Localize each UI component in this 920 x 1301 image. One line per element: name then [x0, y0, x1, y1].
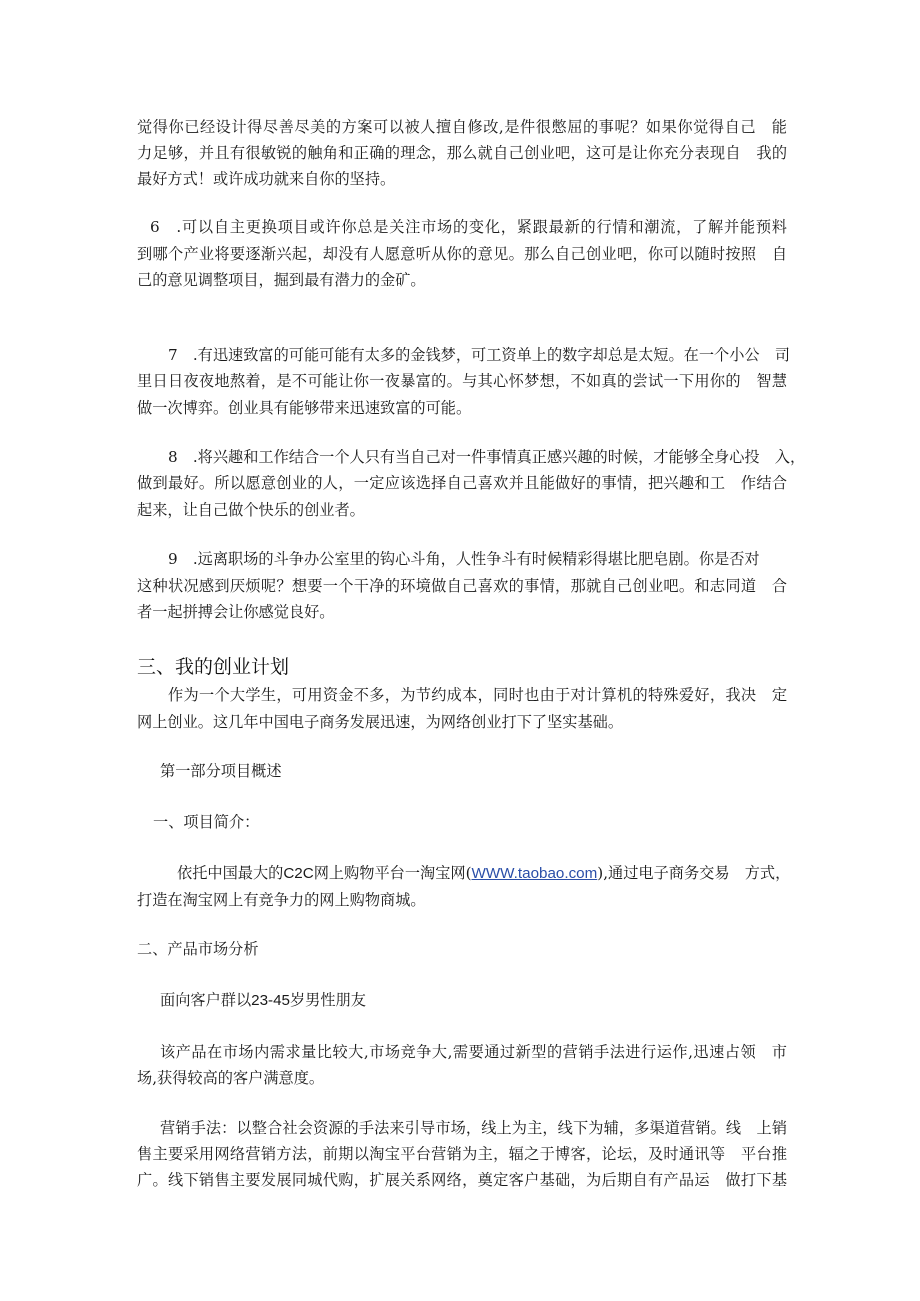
marketing-line-3: 广。线下销售主要发展同城代购，扩展关系网络，奠定客户基础，为后期自有产品运 做打下基	[137, 1171, 787, 1189]
project-intro-line-1	[177, 862, 791, 885]
marketing-line-1: 营销手法：以整合社会资源的手法来引导市场，线上为主，线下为辅，多渠道营销。线 上销	[160, 1119, 787, 1137]
item8-line-3: 起来，让自己做个快乐的创业者。	[137, 501, 365, 519]
item8-line-2: 做到最好。所以愿意创业的人，一定应该选择自己喜欢并且能做好的事情，把兴趣和工 作结合	[137, 474, 787, 492]
market-target	[160, 989, 366, 1012]
item6-line-2: 到哪个产业将要逐渐兴起，却没有人愿意听从你的意见。那么自己创业吧，你可以随时按照 自	[137, 245, 787, 263]
project-intro-line-2: 打造在淘宝网上有竞争力的网上购物商城。	[137, 891, 426, 909]
item8-line-1: 8 .将兴趣和工作结合一个人只有当自己对一件事情真正感兴趣的时候，才能够全身心投 入，	[168, 448, 806, 466]
c2c-text: C2C	[283, 865, 314, 882]
project-intro-middle: 网上购物平台一淘宝网(	[313, 864, 472, 882]
part1-title: 第一部分项目概述	[160, 762, 282, 780]
project-intro-prefix: 依托中国最大的	[177, 864, 284, 882]
market-heading: 二、产品市场分析	[137, 940, 259, 958]
project-intro-heading: 一、项目简介：	[153, 813, 260, 831]
marketing-line-2: 售主要采用网络营销方法，前期以淘宝平台营销为主，辐之于博客，论坛，及时通讯等 平台推	[137, 1145, 787, 1163]
item9-line-3: 者一起拼搏会让你感觉良好。	[137, 603, 335, 621]
item7-line-1: 7 .有迅速致富的可能可能有太多的金钱梦，可工资单上的数字却总是太短。在一个小公 司	[168, 346, 790, 364]
intro-line-3: 最好方式！或许成功就来自你的坚持。	[137, 170, 396, 188]
intro-line-1: 觉得你已经设计得尽善尽美的方案可以被人擅自修改,是件很憋屈的事呢？如果你觉得自己 能	[137, 118, 787, 136]
age-range: 23-45	[251, 992, 290, 1009]
market-target-prefix: 面向客户群以	[160, 991, 252, 1009]
market-line-1: 该产品在市场内需求量比较大,市场竞争大,需要通过新型的营销手法进行运作,迅速占领 市	[160, 1043, 787, 1061]
section3-line-2: 网上创业。这几年中国电子商务发展迅速，为网络创业打下了坚实基础。	[137, 713, 623, 731]
item7-line-3: 做一次博弈。创业具有能够带来迅速致富的可能。	[137, 399, 472, 417]
intro-line-2: 力足够，并且有很敏锐的触角和正确的理念，那么就自己创业吧，这可是让你充分表现自 我的	[137, 144, 787, 162]
section3-heading: 三、我的创业计划	[137, 656, 290, 678]
section3-line-1: 作为一个大学生，可用资金不多，为节约成本，同时也由于对计算机的特殊爱好，我决 定	[168, 686, 787, 704]
market-line-2: 场,获得较高的客户满意度。	[137, 1069, 325, 1087]
market-target-suffix: 岁男性朋友	[289, 991, 366, 1009]
taobao-link[interactable]: WWW.taobao.com	[471, 865, 598, 882]
project-intro-suffix: ),通过电子商务交易 方式，	[597, 864, 791, 882]
item9-line-2: 这种状况感到厌烦呢？想要一个干净的环境做自己喜欢的事情，那就自己创业吧。和志同道 合	[137, 577, 787, 595]
item7-line-2: 里日日夜夜地熬着，是不可能让你一夜暴富的。与其心怀梦想，不如真的尝试一下用你的 智慧	[137, 372, 787, 390]
item6-line-1: 6 .可以自主更换项目或许你总是关注市场的变化，紧跟最新的行情和潮流，了解并能预料	[150, 218, 787, 236]
item6-line-3: 己的意见调整项目，掘到最有潜力的金矿。	[137, 271, 426, 289]
item9-line-1: 9 .远离职场的斗争办公室里的钩心斗角，人性争斗有时候精彩得堪比肥皂剧。你是否对	[168, 550, 760, 568]
